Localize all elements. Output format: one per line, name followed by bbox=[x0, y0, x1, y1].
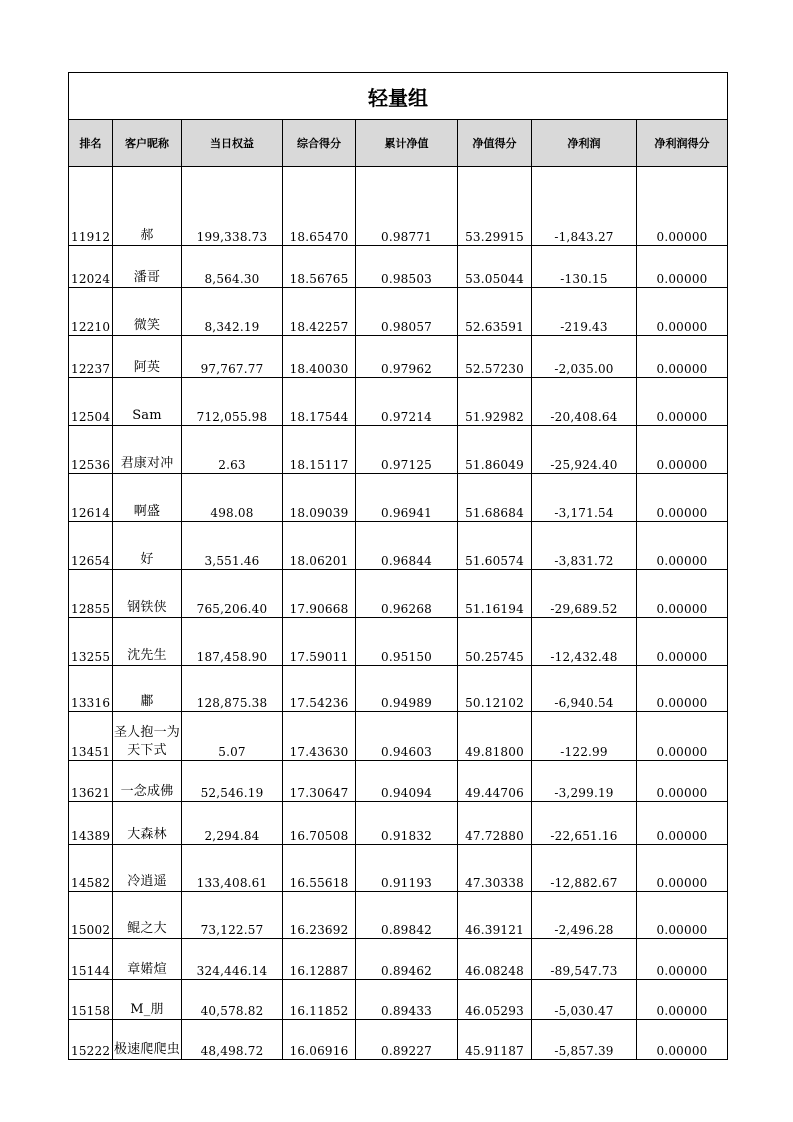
table-title: 轻量组 bbox=[69, 73, 728, 120]
nav-cell: 0.95150 bbox=[356, 618, 458, 666]
equity-cell: 2,294.84 bbox=[182, 802, 283, 845]
rank-cell: 12237 bbox=[69, 336, 113, 378]
score-cell: 18.65470 bbox=[283, 167, 356, 246]
profit-cell: -22,651.16 bbox=[532, 802, 637, 845]
nickname-cell: Sam bbox=[113, 378, 182, 426]
table-row bbox=[69, 167, 728, 246]
equity-cell: 3,551.46 bbox=[182, 522, 283, 570]
nav-score-cell: 47.30338 bbox=[458, 845, 532, 892]
equity-cell: 52,546.19 bbox=[182, 761, 283, 802]
profit-cell: -20,408.64 bbox=[532, 378, 637, 426]
score-cell: 18.42257 bbox=[283, 288, 356, 336]
nav-score-cell: 49.81800 bbox=[458, 712, 532, 761]
nickname-cell: 郝 bbox=[113, 167, 182, 246]
nickname-cell: 鲲之大 bbox=[113, 892, 182, 939]
rank-cell: 12210 bbox=[69, 288, 113, 336]
header-row bbox=[69, 120, 728, 167]
profit-score-cell: 0.00000 bbox=[637, 845, 728, 892]
nav-cell: 0.98057 bbox=[356, 288, 458, 336]
nav-score-cell: 51.86049 bbox=[458, 426, 532, 474]
profit-cell: -5,857.39 bbox=[532, 1020, 637, 1060]
score-cell: 18.15117 bbox=[283, 426, 356, 474]
table-body bbox=[69, 167, 728, 1060]
column-header-nickname: 客户昵称 bbox=[113, 120, 182, 167]
nav-cell: 0.89433 bbox=[356, 980, 458, 1020]
equity-cell: 8,342.19 bbox=[182, 288, 283, 336]
nav-score-cell: 49.44706 bbox=[458, 761, 532, 802]
table-row bbox=[69, 761, 728, 802]
score-cell: 17.43630 bbox=[283, 712, 356, 761]
profit-cell: -6,940.54 bbox=[532, 666, 637, 712]
score-cell: 18.17544 bbox=[283, 378, 356, 426]
table-row bbox=[69, 892, 728, 939]
equity-cell: 128,875.38 bbox=[182, 666, 283, 712]
nav-cell: 0.91193 bbox=[356, 845, 458, 892]
table-row bbox=[69, 288, 728, 336]
nickname-cell: 潘哥 bbox=[113, 246, 182, 288]
ranking-table bbox=[68, 72, 728, 1060]
table-row bbox=[69, 378, 728, 426]
nav-score-cell: 46.39121 bbox=[458, 892, 532, 939]
equity-cell: 187,458.90 bbox=[182, 618, 283, 666]
profit-score-cell: 0.00000 bbox=[637, 336, 728, 378]
profit-score-cell: 0.00000 bbox=[637, 1020, 728, 1060]
nav-cell: 0.96941 bbox=[356, 474, 458, 522]
profit-cell: -2,035.00 bbox=[532, 336, 637, 378]
rank-cell: 15002 bbox=[69, 892, 113, 939]
rank-cell: 13255 bbox=[69, 618, 113, 666]
column-header-nav: 累计净值 bbox=[356, 120, 458, 167]
score-cell: 18.06201 bbox=[283, 522, 356, 570]
nav-cell: 0.97962 bbox=[356, 336, 458, 378]
profit-cell: -12,432.48 bbox=[532, 618, 637, 666]
equity-cell: 2.63 bbox=[182, 426, 283, 474]
nickname-cell: 君康对冲 bbox=[113, 426, 182, 474]
profit-score-cell: 0.00000 bbox=[637, 378, 728, 426]
equity-cell: 498.08 bbox=[182, 474, 283, 522]
rank-cell: 14389 bbox=[69, 802, 113, 845]
profit-score-cell: 0.00000 bbox=[637, 939, 728, 980]
rank-cell: 11912 bbox=[69, 167, 113, 246]
rank-cell: 15144 bbox=[69, 939, 113, 980]
profit-score-cell: 0.00000 bbox=[637, 246, 728, 288]
rank-cell: 12654 bbox=[69, 522, 113, 570]
rank-cell: 13451 bbox=[69, 712, 113, 761]
nav-score-cell: 46.08248 bbox=[458, 939, 532, 980]
rank-cell: 13621 bbox=[69, 761, 113, 802]
nav-score-cell: 51.92982 bbox=[458, 378, 532, 426]
nickname-cell: 极速爬爬虫 bbox=[113, 1020, 182, 1060]
nav-cell: 0.89842 bbox=[356, 892, 458, 939]
equity-cell: 765,206.40 bbox=[182, 570, 283, 618]
equity-cell: 48,498.72 bbox=[182, 1020, 283, 1060]
profit-score-cell: 0.00000 bbox=[637, 474, 728, 522]
equity-cell: 73,122.57 bbox=[182, 892, 283, 939]
table-row bbox=[69, 570, 728, 618]
table-row bbox=[69, 666, 728, 712]
equity-cell: 8,564.30 bbox=[182, 246, 283, 288]
rank-cell: 12024 bbox=[69, 246, 113, 288]
profit-score-cell: 0.00000 bbox=[637, 618, 728, 666]
score-cell: 17.59011 bbox=[283, 618, 356, 666]
profit-cell: -29,689.52 bbox=[532, 570, 637, 618]
nav-score-cell: 53.29915 bbox=[458, 167, 532, 246]
table-row bbox=[69, 980, 728, 1020]
equity-cell: 133,408.61 bbox=[182, 845, 283, 892]
nickname-cell: 啊盛 bbox=[113, 474, 182, 522]
table-row bbox=[69, 939, 728, 980]
rank-cell: 15222 bbox=[69, 1020, 113, 1060]
nickname-cell: 冷逍遥 bbox=[113, 845, 182, 892]
profit-score-cell: 0.00000 bbox=[637, 712, 728, 761]
profit-score-cell: 0.00000 bbox=[637, 802, 728, 845]
profit-cell: -130.15 bbox=[532, 246, 637, 288]
nav-cell: 0.89462 bbox=[356, 939, 458, 980]
nav-score-cell: 52.57230 bbox=[458, 336, 532, 378]
nav-cell: 0.94603 bbox=[356, 712, 458, 761]
nav-score-cell: 50.12102 bbox=[458, 666, 532, 712]
score-cell: 16.70508 bbox=[283, 802, 356, 845]
score-cell: 17.30647 bbox=[283, 761, 356, 802]
table-row bbox=[69, 618, 728, 666]
nav-cell: 0.94094 bbox=[356, 761, 458, 802]
column-header-nav-score: 净值得分 bbox=[458, 120, 532, 167]
nav-cell: 0.94989 bbox=[356, 666, 458, 712]
nav-score-cell: 51.60574 bbox=[458, 522, 532, 570]
profit-cell: -3,831.72 bbox=[532, 522, 637, 570]
nav-cell: 0.98503 bbox=[356, 246, 458, 288]
profit-cell: -5,030.47 bbox=[532, 980, 637, 1020]
score-cell: 16.06916 bbox=[283, 1020, 356, 1060]
nickname-cell: 一念成佛 bbox=[113, 761, 182, 802]
profit-score-cell: 0.00000 bbox=[637, 522, 728, 570]
column-header-score: 综合得分 bbox=[283, 120, 356, 167]
nav-cell: 0.89227 bbox=[356, 1020, 458, 1060]
score-cell: 18.56765 bbox=[283, 246, 356, 288]
table-row bbox=[69, 246, 728, 288]
profit-cell: -122.99 bbox=[532, 712, 637, 761]
nickname-cell: 钢铁侠 bbox=[113, 570, 182, 618]
equity-cell: 199,338.73 bbox=[182, 167, 283, 246]
score-cell: 16.23692 bbox=[283, 892, 356, 939]
nav-cell: 0.97125 bbox=[356, 426, 458, 474]
profit-score-cell: 0.00000 bbox=[637, 761, 728, 802]
nav-score-cell: 51.68684 bbox=[458, 474, 532, 522]
nickname-cell: M_朋 bbox=[113, 980, 182, 1020]
table-row bbox=[69, 474, 728, 522]
rank-cell: 12855 bbox=[69, 570, 113, 618]
equity-cell: 97,767.77 bbox=[182, 336, 283, 378]
rank-cell: 12504 bbox=[69, 378, 113, 426]
table-row bbox=[69, 522, 728, 570]
rank-cell: 13316 bbox=[69, 666, 113, 712]
nav-score-cell: 53.05044 bbox=[458, 246, 532, 288]
nav-cell: 0.98771 bbox=[356, 167, 458, 246]
equity-cell: 712,055.98 bbox=[182, 378, 283, 426]
nav-score-cell: 46.05293 bbox=[458, 980, 532, 1020]
profit-score-cell: 0.00000 bbox=[637, 666, 728, 712]
profit-score-cell: 0.00000 bbox=[637, 167, 728, 246]
column-header-equity: 当日权益 bbox=[182, 120, 283, 167]
nav-score-cell: 50.25745 bbox=[458, 618, 532, 666]
score-cell: 17.54236 bbox=[283, 666, 356, 712]
profit-cell: -1,843.27 bbox=[532, 167, 637, 246]
profit-score-cell: 0.00000 bbox=[637, 892, 728, 939]
nickname-cell: 章婼煊 bbox=[113, 939, 182, 980]
table-row bbox=[69, 802, 728, 845]
nickname-cell: 微笑 bbox=[113, 288, 182, 336]
nickname-cell: 好 bbox=[113, 522, 182, 570]
score-cell: 18.09039 bbox=[283, 474, 356, 522]
equity-cell: 5.07 bbox=[182, 712, 283, 761]
column-header-profit-score: 净利润得分 bbox=[637, 120, 728, 167]
profit-score-cell: 0.00000 bbox=[637, 570, 728, 618]
profit-cell: -89,547.73 bbox=[532, 939, 637, 980]
nav-cell: 0.97214 bbox=[356, 378, 458, 426]
nav-score-cell: 52.63591 bbox=[458, 288, 532, 336]
rank-cell: 12614 bbox=[69, 474, 113, 522]
rank-cell: 15158 bbox=[69, 980, 113, 1020]
table-row bbox=[69, 426, 728, 474]
profit-cell: -3,299.19 bbox=[532, 761, 637, 802]
nav-cell: 0.96268 bbox=[356, 570, 458, 618]
nav-score-cell: 47.72880 bbox=[458, 802, 532, 845]
nickname-cell: 阿英 bbox=[113, 336, 182, 378]
column-header-rank: 排名 bbox=[69, 120, 113, 167]
nickname-cell: 大森林 bbox=[113, 802, 182, 845]
equity-cell: 324,446.14 bbox=[182, 939, 283, 980]
profit-score-cell: 0.00000 bbox=[637, 288, 728, 336]
profit-score-cell: 0.00000 bbox=[637, 426, 728, 474]
score-cell: 16.55618 bbox=[283, 845, 356, 892]
profit-cell: -2,496.28 bbox=[532, 892, 637, 939]
nav-score-cell: 51.16194 bbox=[458, 570, 532, 618]
score-cell: 17.90668 bbox=[283, 570, 356, 618]
rank-cell: 14582 bbox=[69, 845, 113, 892]
nickname-cell: 沈先生 bbox=[113, 618, 182, 666]
rank-cell: 12536 bbox=[69, 426, 113, 474]
column-header-profit: 净利润 bbox=[532, 120, 637, 167]
nickname-cell: 圣人抱一为天下式 bbox=[113, 712, 182, 761]
nav-cell: 0.91832 bbox=[356, 802, 458, 845]
score-cell: 16.12887 bbox=[283, 939, 356, 980]
score-cell: 16.11852 bbox=[283, 980, 356, 1020]
profit-cell: -219.43 bbox=[532, 288, 637, 336]
table-row bbox=[69, 1020, 728, 1060]
nickname-cell: 鄘 bbox=[113, 666, 182, 712]
table-row bbox=[69, 336, 728, 378]
nav-cell: 0.96844 bbox=[356, 522, 458, 570]
table-row bbox=[69, 712, 728, 761]
score-cell: 18.40030 bbox=[283, 336, 356, 378]
profit-cell: -12,882.67 bbox=[532, 845, 637, 892]
profit-cell: -3,171.54 bbox=[532, 474, 637, 522]
profit-score-cell: 0.00000 bbox=[637, 980, 728, 1020]
nav-score-cell: 45.91187 bbox=[458, 1020, 532, 1060]
equity-cell: 40,578.82 bbox=[182, 980, 283, 1020]
profit-cell: -25,924.40 bbox=[532, 426, 637, 474]
table-row bbox=[69, 845, 728, 892]
